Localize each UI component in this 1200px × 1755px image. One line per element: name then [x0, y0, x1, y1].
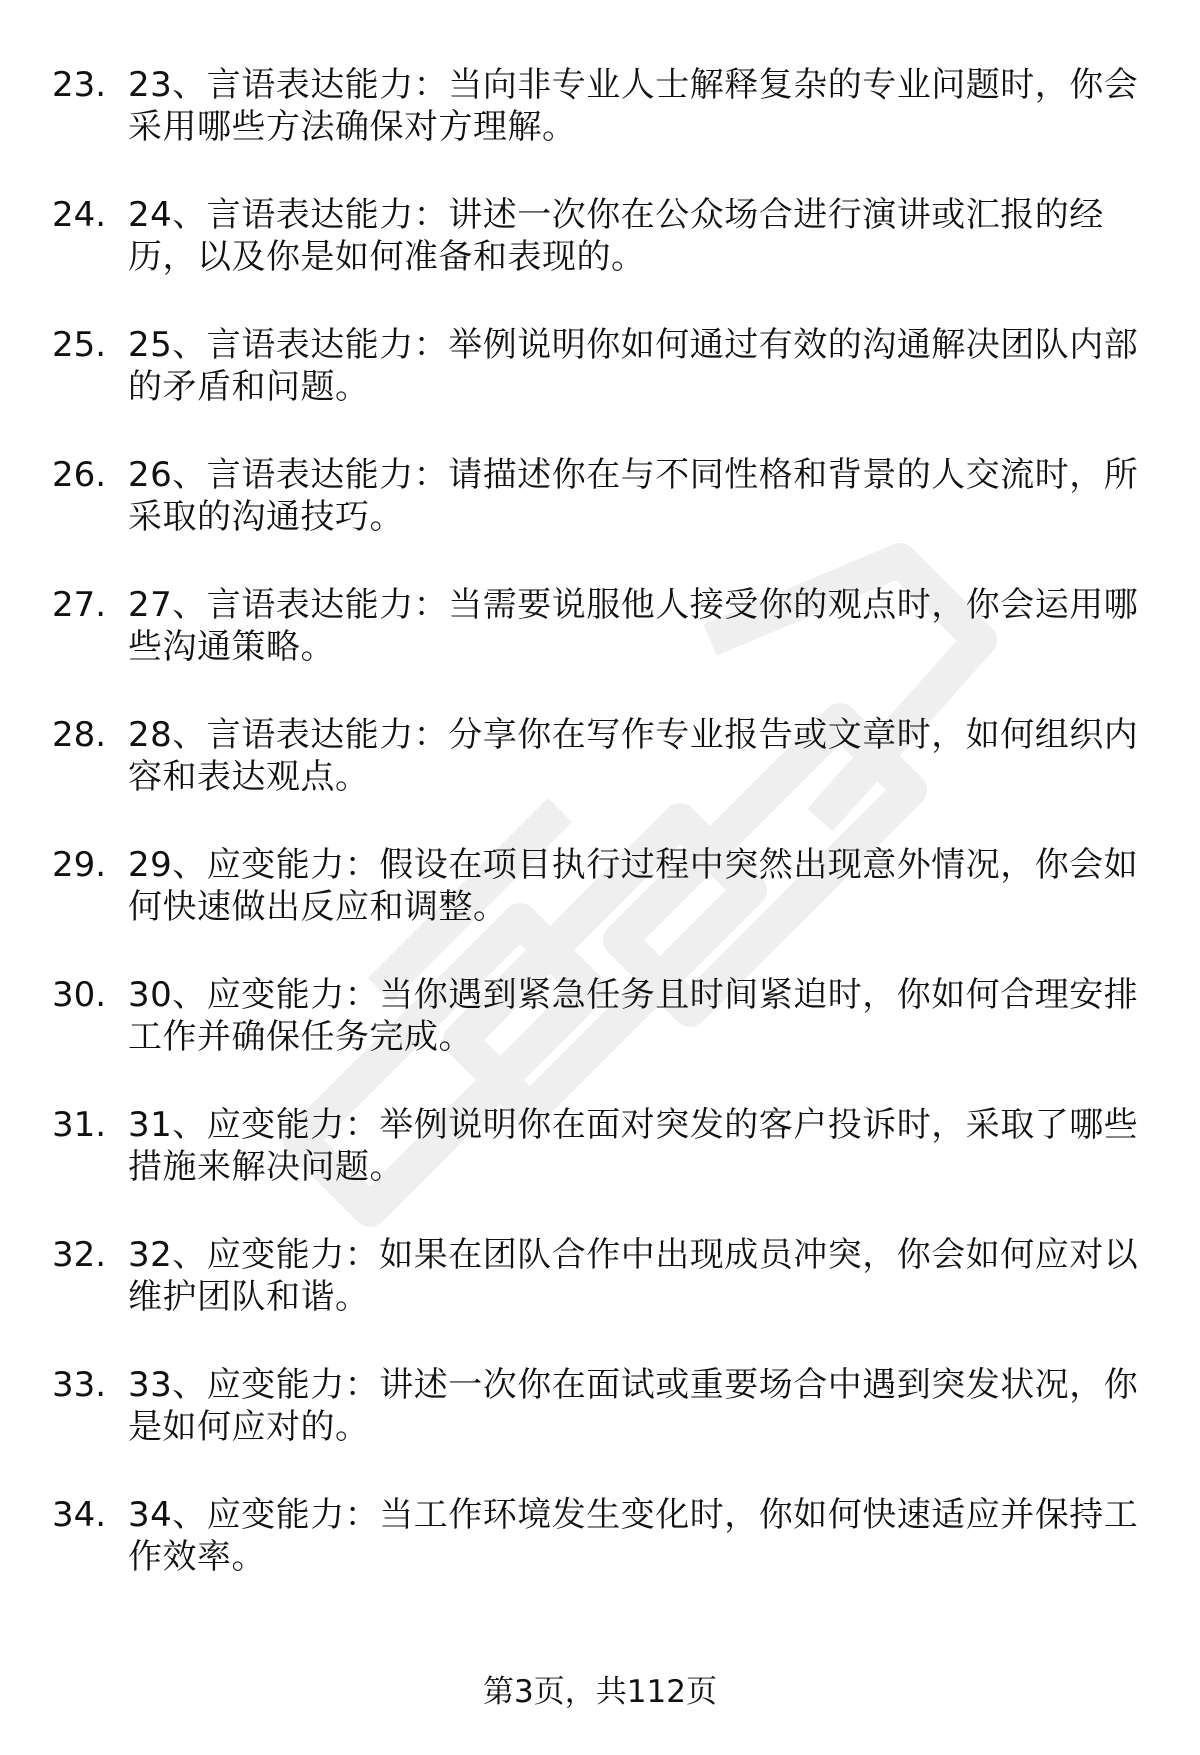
- question-number: 27.: [52, 585, 107, 625]
- question-text: 34、应变能力：当工作环境发生变化时，你如何快速适应并保持工作效率。: [128, 1495, 1139, 1577]
- question-number: 23.: [52, 65, 107, 105]
- question-text: 26、言语表达能力：请描述你在与不同性格和背景的人交流时，所采取的沟通技巧。: [128, 455, 1139, 537]
- question-number: 26.: [52, 455, 107, 495]
- question-item: [0, 1364, 1200, 1494]
- question-text: 27、言语表达能力：当需要说服他人接受你的观点时，你会运用哪些沟通策略。: [128, 585, 1139, 667]
- question-item: [0, 584, 1200, 714]
- question-text: 33、应变能力：讲述一次你在面试或重要场合中遇到突发状况，你是如何应对的。: [128, 1365, 1139, 1447]
- question-text: 24、言语表达能力：讲述一次你在公众场合进行演讲或汇报的经历，以及你是如何准备和表现的。: [128, 195, 1104, 277]
- question-text: 32、应变能力：如果在团队合作中出现成员冲突，你会如何应对以维护团队和谐。: [128, 1235, 1139, 1317]
- question-number: 29.: [52, 845, 107, 885]
- question-number: 31.: [52, 1105, 107, 1145]
- page-footer: 第3页，共112页: [483, 1674, 717, 1710]
- question-text: 30、应变能力：当你遇到紧急任务且时间紧迫时，你如何合理安排工作并确保任务完成。: [128, 975, 1139, 1057]
- question-text: 25、言语表达能力：举例说明你如何通过有效的沟通解决团队内部的矛盾和问题。: [128, 325, 1139, 407]
- question-list: [0, 64, 1200, 1624]
- question-item: [0, 1494, 1200, 1624]
- question-item: [0, 194, 1200, 324]
- question-text: 28、言语表达能力：分享你在写作专业报告或文章时，如何组织内容和表达观点。: [128, 715, 1139, 797]
- question-item: [0, 1104, 1200, 1234]
- question-number: 24.: [52, 195, 107, 235]
- question-number: 25.: [52, 325, 107, 365]
- question-number: 34.: [52, 1495, 107, 1535]
- question-text: 23、言语表达能力：当向非专业人士解释复杂的专业问题时，你会采用哪些方法确保对方理解。: [128, 65, 1139, 147]
- question-item: [0, 844, 1200, 974]
- question-item: [0, 454, 1200, 584]
- question-item: [0, 974, 1200, 1104]
- question-text: 31、应变能力：举例说明你在面对突发的客户投诉时，采取了哪些措施来解决问题。: [128, 1105, 1139, 1187]
- question-number: 32.: [52, 1235, 107, 1275]
- question-number: 30.: [52, 975, 107, 1015]
- question-item: [0, 324, 1200, 454]
- question-item: [0, 1234, 1200, 1364]
- question-number: 33.: [52, 1365, 107, 1405]
- question-number: 28.: [52, 715, 107, 755]
- question-text: 29、应变能力：假设在项目执行过程中突然出现意外情况，你会如何快速做出反应和调整。: [128, 845, 1139, 927]
- question-item: [0, 714, 1200, 844]
- question-item: [0, 64, 1200, 194]
